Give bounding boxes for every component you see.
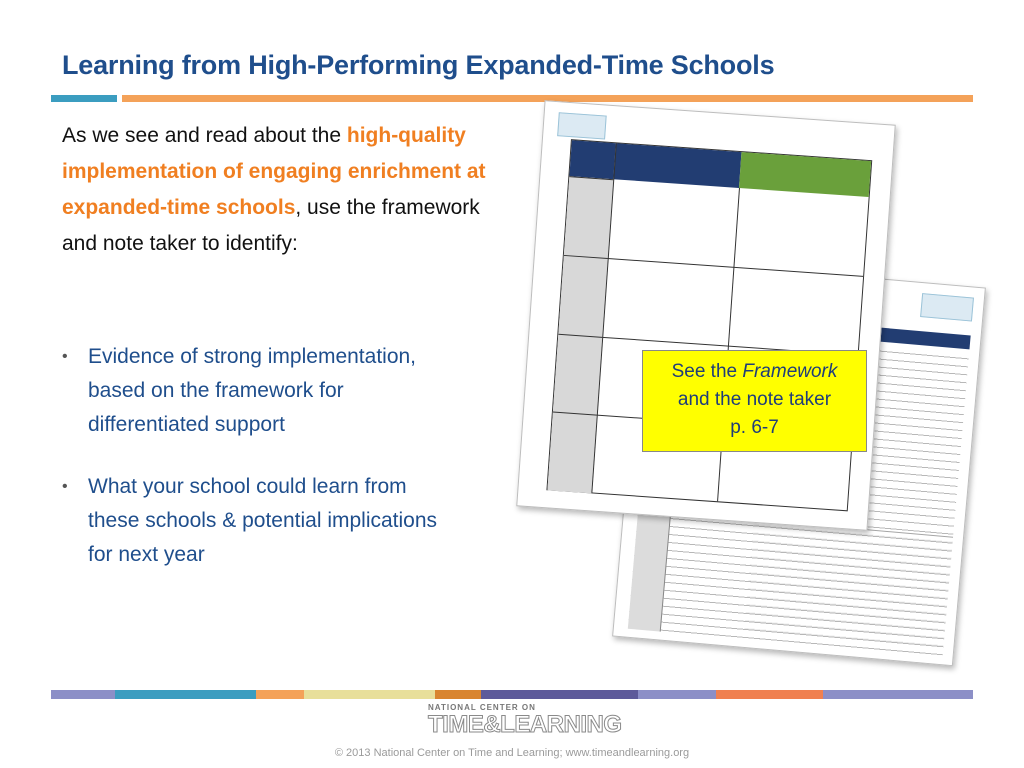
slide-title: Learning from High-Performing Expanded-Time Schools	[62, 50, 775, 80]
callout-line-1	[643, 358, 866, 386]
callout-prefix: See the	[671, 361, 743, 382]
stripe-segment	[51, 690, 115, 699]
document-logo-icon	[557, 112, 607, 139]
logo-big-text: TIME&LEARNING	[428, 711, 622, 738]
stripe-segment	[304, 690, 435, 699]
bullet-item	[62, 340, 457, 442]
stripe-segment	[435, 690, 481, 699]
grid-row-label	[558, 255, 607, 338]
note-taker-grid	[546, 139, 872, 511]
bullet-icon: •	[62, 478, 68, 495]
time-and-learning-logo	[428, 703, 622, 739]
grid-header-learn	[739, 152, 871, 197]
title-rule-accent	[51, 95, 117, 102]
note-taker-document-thumbnail	[516, 100, 896, 531]
grid-row-line	[608, 258, 863, 277]
callout-line-3: p. 6-7	[730, 417, 779, 438]
framework-callout	[642, 350, 867, 452]
grid-row-label	[553, 334, 602, 416]
grid-header-evidence	[613, 143, 741, 188]
intro-paragraph	[62, 118, 487, 262]
bullet-item	[62, 470, 457, 572]
callout-line-2: and the note taker	[677, 389, 832, 410]
intro-text-before: As we see and read about the	[62, 124, 347, 147]
stripe-segment	[716, 690, 823, 699]
bullet-icon: •	[62, 348, 68, 365]
bullet-text: What your school could learn from these schools & potential implications for next year	[88, 475, 438, 566]
grid-row-label	[564, 176, 613, 259]
callout-emphasis: Framework	[742, 361, 838, 382]
stripe-segment	[638, 690, 716, 699]
stripe-segment	[256, 690, 304, 699]
bullet-text: Evidence of strong implementation, based on the framework for differentiated support	[88, 345, 417, 436]
copyright-text: © 2013 National Center on Time and Learning; www.timeandlearning.org	[334, 747, 690, 759]
footer-color-stripe	[51, 690, 973, 699]
stripe-segment	[823, 690, 973, 699]
intro-highlight: high-quality implementation of engaging enrichment at expanded-time schools	[62, 124, 486, 219]
bullet-list	[62, 340, 457, 600]
logo-small-text: NATIONAL CENTER ON	[428, 703, 536, 712]
document-logo-icon	[920, 293, 974, 321]
stripe-segment	[481, 690, 638, 699]
stripe-segment	[115, 690, 256, 699]
grid-row-label	[547, 412, 596, 494]
intro-text-after: , use the framework and note taker to identify:	[62, 196, 480, 255]
grid-corner-cell	[569, 140, 615, 179]
